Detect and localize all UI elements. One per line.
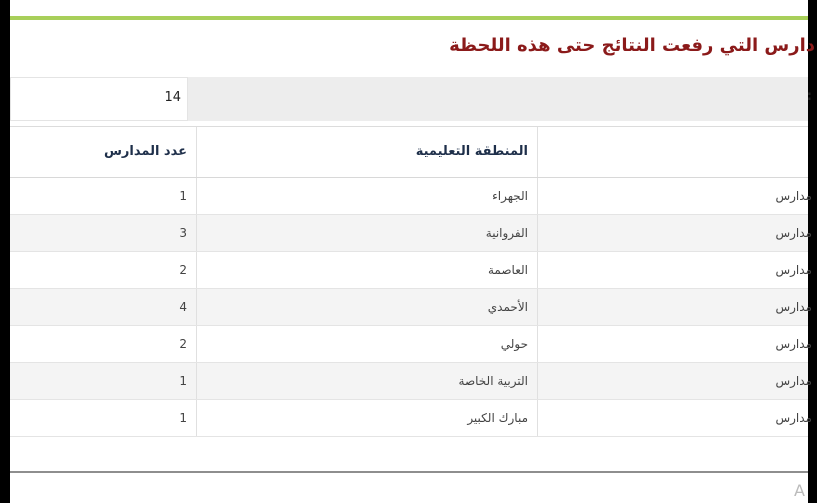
table-row	[10, 252, 812, 289]
cell-type: مدارس	[775, 337, 812, 351]
bottom-divider	[10, 471, 808, 473]
cell-count: 2	[10, 252, 197, 288]
total-label-cell	[188, 77, 812, 121]
results-table	[10, 126, 812, 437]
cell-region: مبارك الكبير	[197, 400, 538, 436]
cell-type: مدارس	[775, 374, 812, 388]
cell-type: مدارس	[775, 411, 812, 425]
cell-region: التربية الخاصة	[197, 363, 538, 399]
table-row	[10, 363, 812, 400]
cell-region: الفروانية	[197, 215, 538, 251]
cell-count: 3	[10, 215, 197, 251]
page-title: دارس التي رفعت النتائج حتى هذه اللحظة	[449, 35, 815, 56]
total-label: :	[806, 89, 812, 104]
table-row	[10, 215, 812, 252]
table-row	[10, 178, 812, 215]
total-value: 14	[164, 90, 181, 105]
total-value-cell	[10, 77, 188, 121]
table-row	[10, 326, 812, 363]
table-header-row	[10, 127, 808, 178]
accent-bar	[10, 16, 808, 20]
cell-count: 1	[10, 400, 197, 436]
cell-type: مدارس	[775, 300, 812, 314]
page-frame	[10, 0, 815, 503]
cell-count: 1	[10, 363, 197, 399]
cell-region: الأحمدي	[197, 289, 538, 325]
header-type	[538, 127, 808, 177]
cell-count: 1	[10, 178, 197, 214]
table-row	[10, 400, 812, 437]
cell-count: 4	[10, 289, 197, 325]
header-count: عدد المدارس	[10, 127, 197, 177]
header-region: المنطقة التعليمية	[197, 127, 538, 177]
cell-region: الجهراء	[197, 178, 538, 214]
table-row	[10, 289, 812, 326]
cell-region: حولي	[197, 326, 538, 362]
corner-text: A	[794, 481, 805, 500]
cell-type: مدارس	[775, 226, 812, 240]
cell-count: 2	[10, 326, 197, 362]
cell-region: العاصمة	[197, 252, 538, 288]
cell-type: مدارس	[775, 189, 812, 203]
cell-type: مدارس	[775, 263, 812, 277]
total-row	[10, 77, 812, 121]
